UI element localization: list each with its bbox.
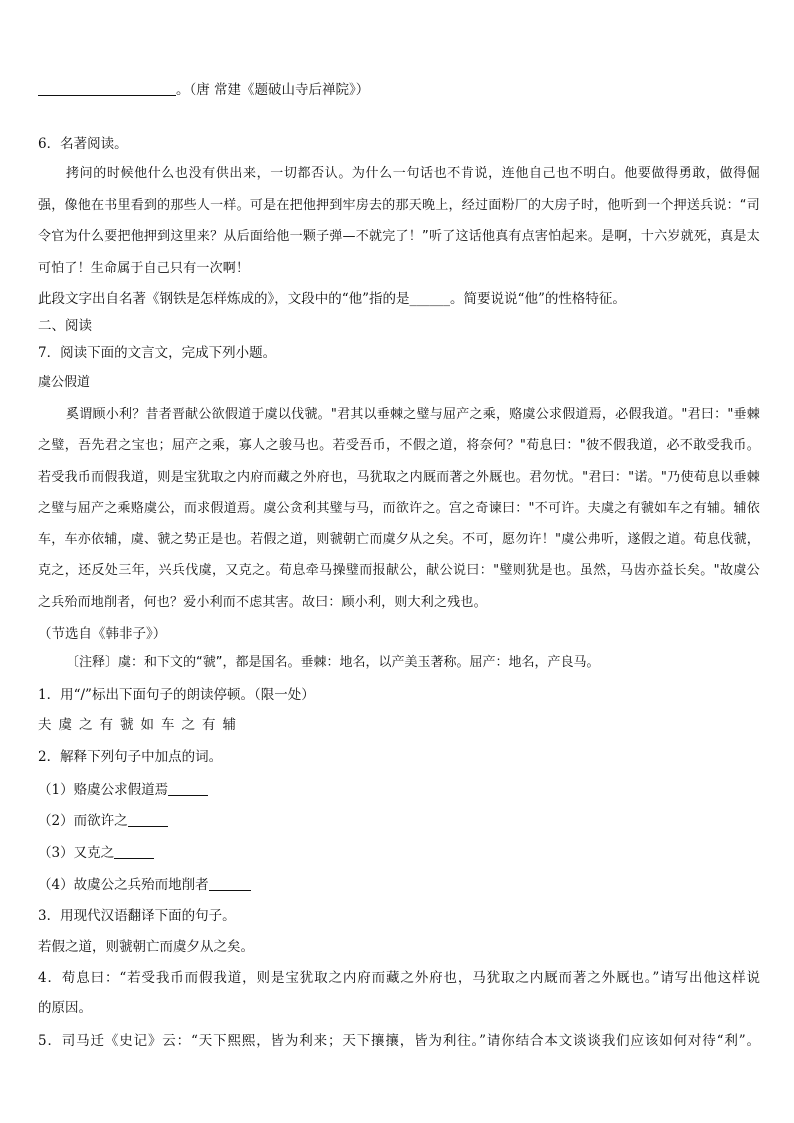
sub2-item	[38, 875, 760, 895]
sub2-item	[38, 811, 760, 831]
annotation-note: 〔注释〕虞：和下文的“虢”，都是国名。垂棘：地名，以产美玉著称。屈产：地名，产良马。	[66, 655, 600, 670]
sub1-char[interactable]: 虞	[58, 717, 72, 733]
sub1-char[interactable]: 虢	[120, 717, 134, 733]
sub1-char[interactable]: 夫	[38, 717, 52, 733]
classical-passage: 奚谓顾小利？昔者晋献公欲假道于虞以伐虢。"君其以垂棘之璧与屈产之乘，赂虞公求假道焉，必假我道。"君曰："垂棘之璧，吾先君之宝也；屈产之乘，寡人之骏马也。若受吾币，不假之道，将奈何？"荀息曰："彼不假我道，必不敢受我币。若受我币而假我道，则是宝犹取之内府而藏之外府也，马犹取之内厩而著之外厩也。君勿忧。"君曰："诺。"乃使荀息以垂棘之璧与屈产之乘赂虞公，而求假道焉。虞公贪利其璧与马，而欲许之。宫之奇谏曰："不可许。夫虞之有虢如车之有辅。辅依车，车亦依辅，虞、虢之势正是也。若假之道，则虢朝亡而虞夕从之矣。不可，愿勿许！"虞公弗听，遂假之道。荀息伐虢，克之，还反处三年，兴兵伐虞，又克之。荀息牵马操璧而报献公，献公说曰："璧则犹是也。虽然，马齿亦益长矣。"故虞公之兵殆而地削者，何也？爱小利而不虑其害。故曰：顾小利，则大利之残也。	[38, 407, 760, 610]
sub3-sentence: 若假之道，则虢朝亡而虞夕从之矣。	[38, 939, 254, 955]
sub4-line1: 4．荀息曰：“若受我币而假我道，则是宝犹取之内府而藏之外府也，马犹取之内厩而著之外厩也。”请写出他这样说	[38, 970, 760, 986]
answer-blank[interactable]	[209, 876, 251, 891]
sub2-item-text: （2）而欲许之	[38, 813, 128, 829]
sub2-item-text: （1）赂虞公求假道焉	[38, 782, 169, 798]
sub1-char[interactable]: 辅	[222, 717, 236, 733]
sub1-char[interactable]: 车	[161, 717, 175, 733]
sub4-line2: 的原因。	[38, 1000, 92, 1016]
passage-source: （节选自《韩非子》）	[38, 626, 167, 642]
q6-passage: 拷问的时候他什么也没有供出来，一切都否认。为什么一句话也不肯说，连他自己也不明白。他要做得勇敢，做得倔强，像他在书里看到的那些人一样。可是在把他押到牢房去的那天晚上，经过面粉厂的大房子时，他听到一个押送兵说：“司令官为什么要把他押到这里来？从后面给他一颗子弹—不就完了！”听了这话他真有点害怕起来。是啊，十六岁就死，真是太可怕了！生命属于自己只有一次啊！	[38, 166, 760, 276]
sub1-prompt: 1．用“/”标出下面句子的朗读停顿。（限一处）	[38, 687, 315, 703]
answer-blank[interactable]	[128, 812, 168, 827]
sub1-char[interactable]: 有	[99, 717, 113, 733]
sub2-item-text: （4）故虞公之兵殆而地削者	[38, 877, 209, 893]
text-title: 虞公假道	[38, 375, 91, 390]
sub2-item-text: （3）又克之	[38, 845, 115, 861]
sub1-sentence[interactable]	[38, 715, 760, 735]
sub3-prompt: 3．用现代汉语翻译下面的句子。	[38, 908, 236, 924]
poem-citation-line	[38, 80, 760, 100]
answer-blank[interactable]	[114, 844, 154, 859]
q7-heading: 7．阅读下面的文言文，完成下列小题。	[38, 345, 277, 361]
sub5-line1: 5．司马迁《史记》云：“天下熙熙，皆为利来；天下攘攘，皆为利往。”请你结合本文谈谈我们应该如何对待“利”。	[38, 1033, 760, 1049]
sub1-char[interactable]: 如	[140, 717, 154, 733]
sub2-prompt: 2．解释下列句子中加点的词。	[38, 749, 223, 765]
answer-blank[interactable]	[38, 81, 176, 96]
q6-question: 此段文字出自名著《钢铁是怎样炼成的》，文段中的“他”指的是______。简要说说“他”的性格特征。	[38, 291, 626, 307]
sub1-char[interactable]: 之	[181, 717, 195, 733]
sub1-char[interactable]: 有	[202, 717, 216, 733]
sub1-char[interactable]: 之	[79, 717, 93, 733]
section-title: 二、阅读	[38, 318, 92, 334]
sub2-item	[38, 780, 760, 800]
sub2-item	[38, 843, 760, 863]
answer-blank[interactable]	[168, 781, 208, 796]
poem-citation: 。（唐 常建《题破山寺后禅院》）	[176, 82, 370, 98]
q6-heading: 6．名著阅读。	[38, 136, 128, 152]
